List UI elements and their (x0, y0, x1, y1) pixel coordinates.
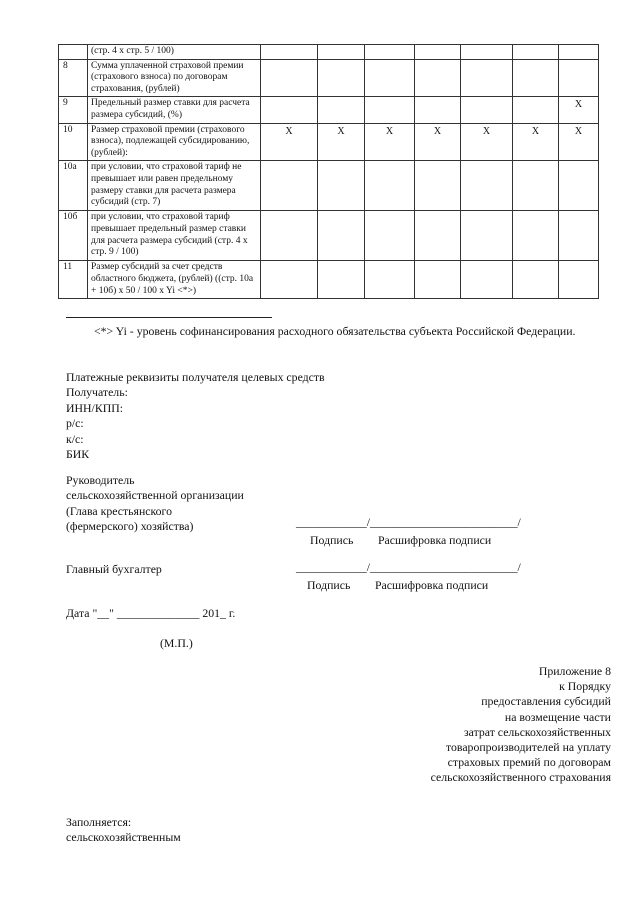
inn-kpp-label: ИНН/КПП: (66, 400, 124, 415)
table-row (59, 261, 599, 299)
correspondent-account-label: к/с: (66, 431, 84, 446)
head-sign-label: Подпись (310, 533, 354, 547)
row-description: при условии, что страховой тариф превышает предельный размер ставки для расчета размера субсидий (стр. 4 x стр. 9 / 100) (88, 211, 261, 261)
footnote-divider (66, 317, 272, 318)
value-cell (461, 261, 513, 299)
value-cell: X (261, 123, 318, 161)
value-cell (318, 97, 365, 123)
head-title-line2: сельскохозяйственной организации (66, 488, 244, 503)
appendix-line7: страховых премий по договорам (447, 755, 611, 770)
stamp-place: (М.П.) (160, 636, 193, 650)
value-cell (513, 59, 559, 97)
value-cell (513, 211, 559, 261)
value-cell (415, 261, 461, 299)
table-row (59, 97, 599, 123)
value-cell (365, 59, 415, 97)
row-number: 10а (59, 161, 88, 211)
value-cell (513, 45, 559, 60)
value-cell (559, 45, 599, 60)
value-cell (559, 59, 599, 97)
value-cell: X (559, 123, 599, 161)
head-title-line4: (фермерского) хозяйства) (66, 519, 194, 534)
row-description: при условии, что страховой тариф не превышает или равен предельному размеру ставки для расчета размера субсидий (стр. 7) (88, 161, 261, 211)
value-cell (365, 97, 415, 123)
value-cell (261, 45, 318, 60)
value-cell (365, 45, 415, 60)
table-row (59, 123, 599, 161)
value-cell (318, 261, 365, 299)
value-cell (461, 211, 513, 261)
accountant-signature-blank: ____________/_________________________/ (296, 560, 521, 574)
footnote-text: <*> Yi - уровень софинансирования расходного обязательства субъекта Российской Федерации. (94, 324, 576, 338)
value-cell (261, 161, 318, 211)
value-cell (415, 45, 461, 60)
value-cell (415, 211, 461, 261)
requisites-title: Платежные реквизиты получателя целевых средств (66, 370, 325, 384)
value-cell (261, 261, 318, 299)
filled-by-line1: Заполняется: (66, 815, 132, 829)
accountant-sign-label: Подпись (307, 578, 351, 592)
row-number: 9 (59, 97, 88, 123)
bik-label: БИК (66, 447, 90, 462)
row-description: Размер страховой премии (страхового взноса), подлежащей субсидированию, (рублей): (88, 123, 261, 161)
accountant-label: Главный бухгалтер (66, 562, 162, 576)
value-cell (461, 97, 513, 123)
head-title-line1: Руководитель (66, 473, 135, 487)
value-cell (461, 161, 513, 211)
value-cell (318, 161, 365, 211)
appendix-line3: предоставления субсидий (481, 694, 611, 709)
row-number: 10 (59, 123, 88, 161)
value-cell (318, 59, 365, 97)
value-cell (513, 261, 559, 299)
table-row (59, 59, 599, 97)
value-cell (559, 261, 599, 299)
appendix-line8: сельскохозяйственного страхования (430, 770, 611, 785)
appendix-line1: Приложение 8 (538, 664, 611, 678)
value-cell (261, 97, 318, 123)
value-cell (461, 45, 513, 60)
head-signature-block (66, 473, 244, 535)
appendix-line4: на возмещение части (504, 709, 611, 724)
head-signature-blank: ____________/_________________________/ (296, 515, 521, 529)
appendix-line5: затрат сельскохозяйственных (463, 724, 611, 739)
payment-requisites (66, 370, 325, 462)
value-cell (365, 211, 415, 261)
value-cell: X (318, 123, 365, 161)
appendix-line6: товаропроизводителей на уплату (446, 740, 611, 755)
value-cell (415, 97, 461, 123)
value-cell (415, 161, 461, 211)
value-cell (513, 97, 559, 123)
filled-by-block (66, 815, 181, 846)
value-cell (365, 261, 415, 299)
row-description: Размер субсидий за счет средств областного бюджета, (рублей) ((стр. 10а + 10б) x 50 / 100 x Yi <*>) (88, 261, 261, 299)
value-cell (318, 45, 365, 60)
appendix-header (351, 664, 611, 786)
value-cell: X (415, 123, 461, 161)
value-cell (261, 211, 318, 261)
value-cell (261, 59, 318, 97)
table-row (59, 45, 599, 60)
value-cell: X (559, 97, 599, 123)
row-number: 11 (59, 261, 88, 299)
row-description: (стр. 4 x стр. 5 / 100) (88, 45, 261, 60)
table-body (59, 45, 599, 299)
value-cell (318, 211, 365, 261)
settlement-account-label: р/с: (66, 416, 84, 431)
accountant-decode-label: Расшифровка подписи (375, 578, 489, 592)
filled-by-line2: сельскохозяйственным (66, 830, 181, 845)
value-cell (559, 211, 599, 261)
row-description: Предельный размер ставки для расчета размера субсидий, (%) (88, 97, 261, 123)
value-cell (559, 161, 599, 211)
table-row (59, 211, 599, 261)
value-cell (415, 59, 461, 97)
row-number (59, 45, 88, 60)
appendix-line2: к Порядку (559, 679, 611, 694)
row-number: 8 (59, 59, 88, 97)
row-description: Сумма уплаченной страховой премии (страхового взноса) по договорам страхования, (рублей) (88, 59, 261, 97)
calculation-table (58, 44, 599, 299)
date-line: Дата "__" ______________ 201_ г. (66, 606, 236, 620)
head-decode-label: Расшифровка подписи (378, 533, 492, 547)
value-cell (461, 59, 513, 97)
row-number: 10б (59, 211, 88, 261)
recipient-label: Получатель: (66, 385, 128, 400)
table-row (59, 161, 599, 211)
value-cell: X (365, 123, 415, 161)
head-title-line3: (Глава крестьянского (66, 503, 172, 518)
value-cell: X (513, 123, 559, 161)
value-cell (365, 161, 415, 211)
value-cell (513, 161, 559, 211)
value-cell: X (461, 123, 513, 161)
